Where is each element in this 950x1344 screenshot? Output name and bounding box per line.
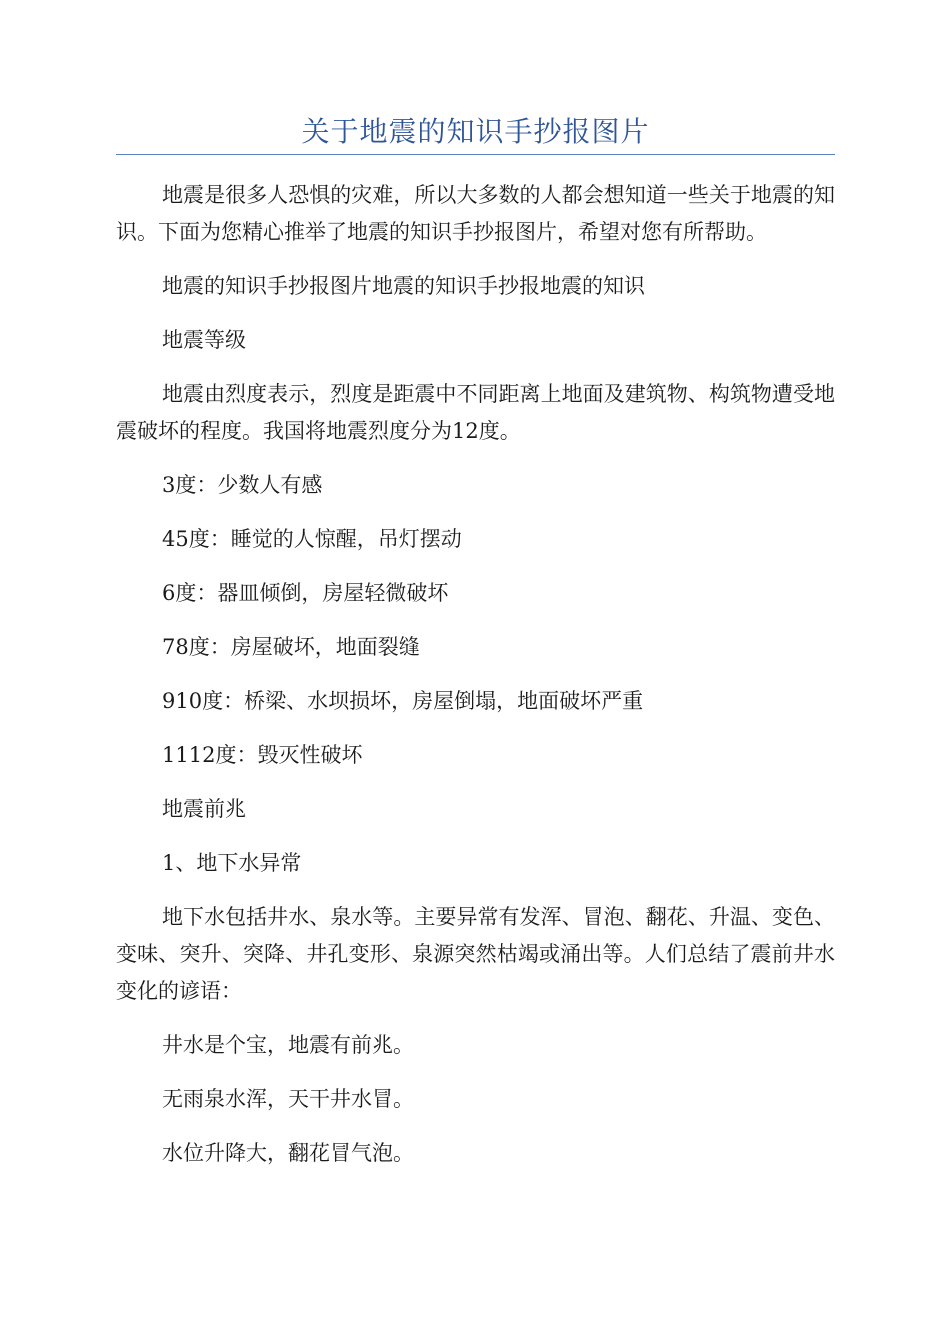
intensity-item-3: 3度：少数人有感 <box>162 473 323 497</box>
heading-precursors: 地震前兆 <box>162 797 246 821</box>
intensity-item-78: 78度：房屋破坏，地面裂缝 <box>162 635 420 659</box>
subheading-groundwater: 1、地下水异常 <box>162 851 302 875</box>
paragraph-image-caption: 地震的知识手抄报图片地震的知识手抄报地震的知识 <box>162 274 645 298</box>
paragraph-groundwater: 地下水包括井水、泉水等。主要异常有发浑、冒泡、翻花、升温、变色、变味、突升、突降、井孔变形、泉源突然枯竭或涌出等。人们总结了震前井水变化的谚语： <box>116 905 835 1003</box>
heading-earthquake-levels: 地震等级 <box>162 328 246 352</box>
document-body <box>116 177 835 1172</box>
paragraph-intensity: 地震由烈度表示，烈度是距震中不同距离上地面及建筑物、构筑物遭受地震破坏的程度。我国将地震烈度分为12度。 <box>116 382 835 443</box>
intensity-item-910: 910度：桥梁、水坝损坏，房屋倒塌，地面破坏严重 <box>162 689 644 713</box>
title-underline <box>116 154 835 155</box>
proverb-line-1: 井水是个宝，地震有前兆。 <box>162 1033 414 1057</box>
proverb-line-3: 水位升降大，翻花冒气泡。 <box>162 1141 414 1165</box>
document-title: 关于地震的知识手抄报图片 <box>301 115 650 148</box>
paragraph-intro: 地震是很多人恐惧的灾难，所以大多数的人都会想知道一些关于地震的知识。下面为您精心推举了地震的知识手抄报图片，希望对您有所帮助。 <box>116 183 835 244</box>
intensity-item-45: 45度：睡觉的人惊醒，吊灯摆动 <box>162 527 462 551</box>
intensity-item-1112: 1112度：毁灭性破坏 <box>162 743 363 767</box>
intensity-item-6: 6度：器皿倾倒，房屋轻微破坏 <box>162 581 449 605</box>
proverb-line-2: 无雨泉水浑，天干井水冒。 <box>162 1087 414 1111</box>
